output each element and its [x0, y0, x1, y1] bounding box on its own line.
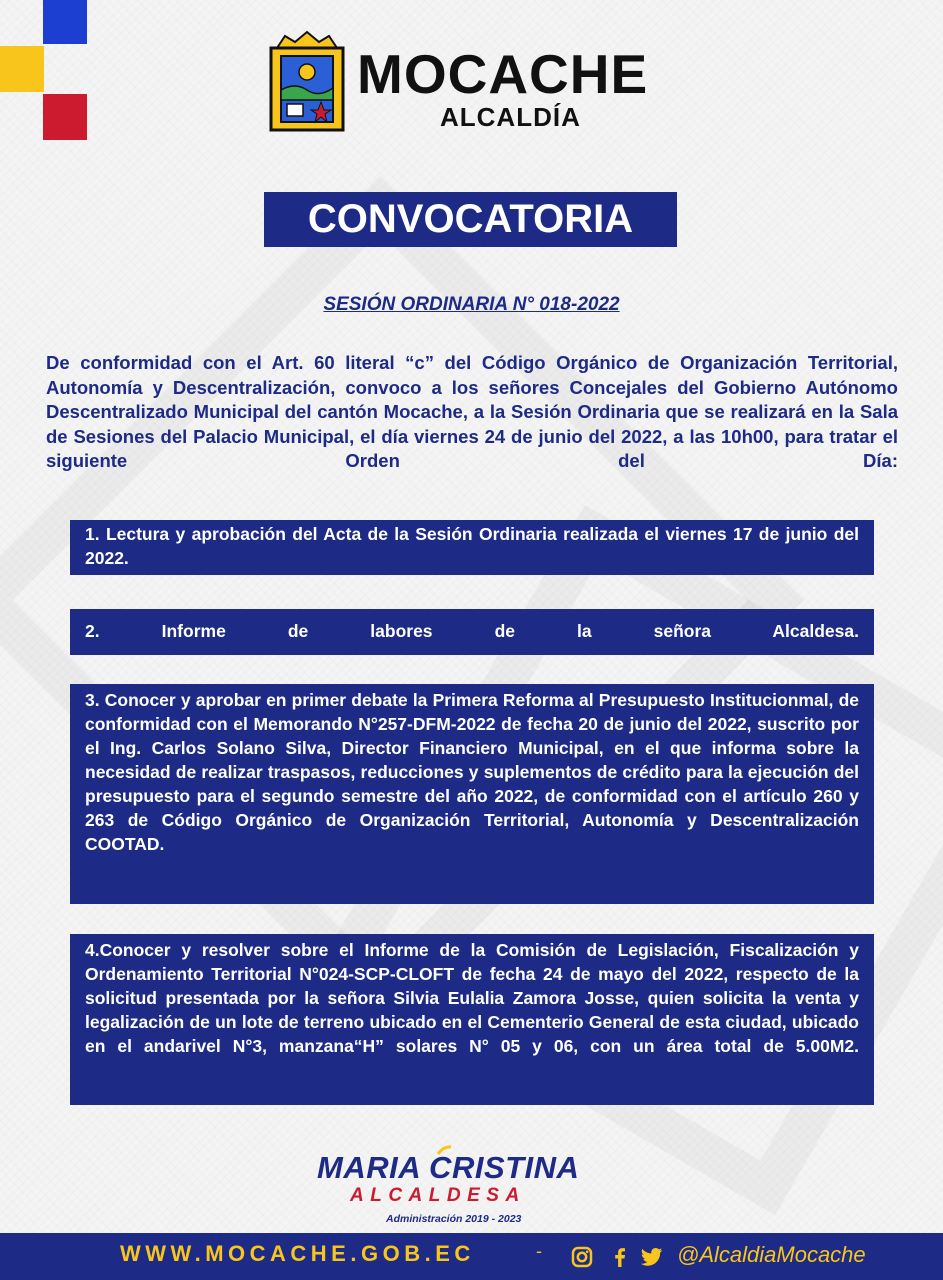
agenda-item-3: 3. Conocer y aprobar en primer debate la Primera Reforma al Presupuesto Institucionmal, de conformidad con el Memorando N°257-DFM-2022 de fecha 20 de junio del 2022, suscrito por el Ing. Carlos Solano Silva, Director Financiero Municipal, en el que informa sobre la necesidad de realizar traspasos, reducciones y suplementos de crédito para la ejecución del presupuesto para el segundo semestre del año 2022, de conformidad con el artículo 260 y 263 de Código Orgánico de Organización Territorial, Autonomía y Descentralización COOTAD. — [70, 684, 874, 904]
social-handle[interactable]: @AlcaldiaMocache — [677, 1242, 866, 1267]
agenda-item-1: 1. Lectura y aprobación del Acta de la Sesión Ordinaria realizada el viernes 17 de junio del 2022. — [70, 520, 874, 575]
website-link[interactable]: WWW.MOCACHE.GOB.EC — [120, 1241, 475, 1266]
intro-paragraph: De conformidad con el Art. 60 literal “c” del Código Orgánico de Organización Territorial, Autonomía y Descentralización, convoco a los señores Concejales del Gobierno Autónomo Descentralizado Municipal del cantón Mocache, a la Sesión Ordinaria que se realizará en la Sala de Sesiones del Palacio Municipal, el día viernes 24 de junio del 2022, a las 10h00, para tratar el siguiente Orden del Día: — [46, 352, 898, 471]
agenda-item-4: 4.Conocer y resolver sobre el Informe de la Comisión de Legislación, Fiscalización y Ordenamiento Territorial N°024-SCP-CLOFT de fecha 24 de mayo del 2022, respecto de la solicitud presentada por la señora Silvia Eulalia Zamora Josse, quien solicita la venta y legalización de un lote de terreno ubicado en el Cementerio General de esta ciudad, ubicado en el andarivel N°3, manzana“H” solares N° 05 y 06, con un área total de 5.00M2. — [70, 934, 874, 1105]
instagram-icon[interactable] — [571, 1246, 593, 1268]
municipal-shield-icon — [267, 30, 347, 134]
brand-subtitle: ALCALDÍA — [440, 102, 581, 132]
footer-separator: - — [536, 1241, 542, 1261]
signature-block — [300, 1145, 640, 1230]
signature-role: ALCALDESA — [350, 1185, 526, 1206]
footer — [0, 1233, 943, 1280]
corner-yellow-square — [0, 46, 44, 92]
corner-red-square — [43, 94, 87, 140]
facebook-icon[interactable] — [609, 1246, 631, 1268]
administration-period: Administración 2019 - 2023 — [386, 1213, 522, 1225]
twitter-icon[interactable] — [641, 1246, 663, 1268]
agenda-item-2: 2. Informe de labores de la señora Alcaldesa. — [70, 609, 874, 655]
session-title: SESIÓN ORDINARIA N° 018-2022 — [323, 294, 620, 315]
corner-blue-square — [43, 0, 87, 44]
page-title: CONVOCATORIA — [264, 192, 677, 247]
signature-name: MARIA CRISTINA — [317, 1150, 580, 1185]
brand-name: MOCACHE — [357, 43, 649, 105]
logo — [265, 30, 705, 140]
